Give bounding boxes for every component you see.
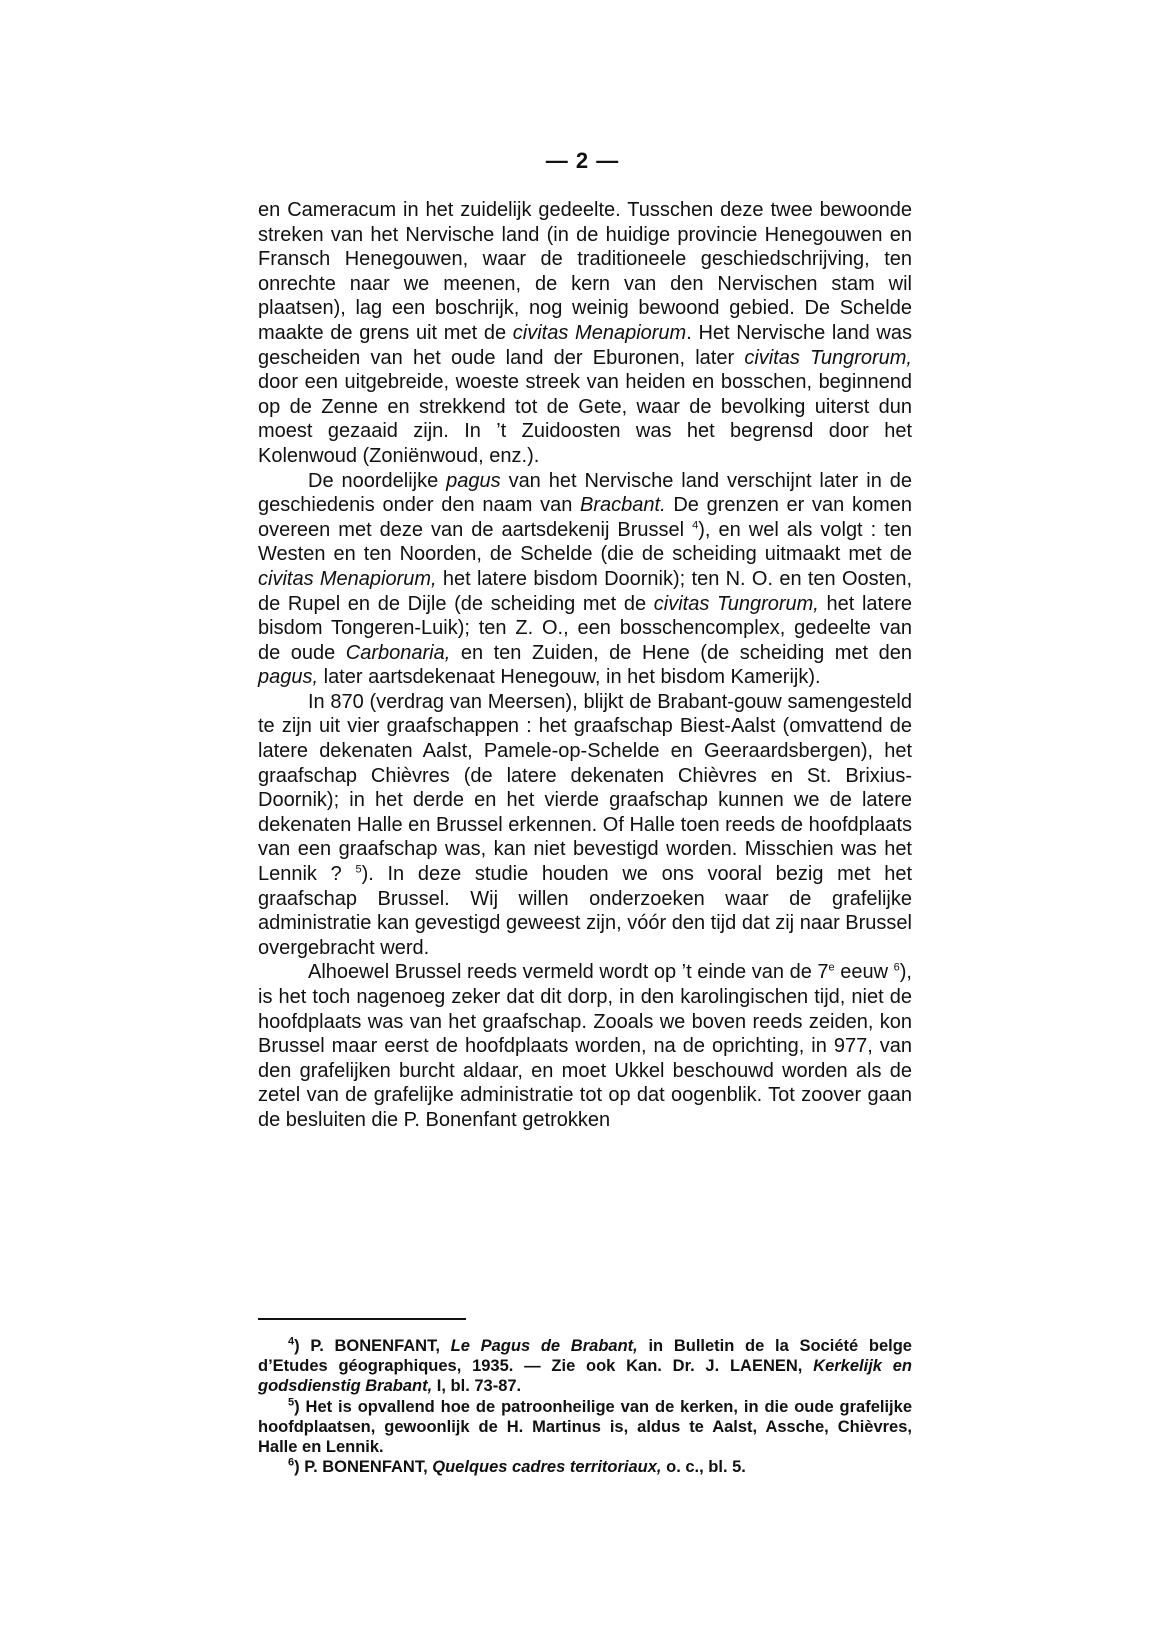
footnote [258,1457,912,1477]
text-run: In 870 (verdrag van Meersen), blijkt de Brabant-gouw samengesteld te zijn uit vier graafschappen : het graafschap Biest-Aalst (omvattend de latere dekenaten Aalst, Pamele-op-Schelde en Geeraardsbergen), het graafschap Chièvres (de latere dekenaten Chièvres en St. Brixius-Doornik); in het derde en het vierde graafschap kunnen we de latere dekenaten Halle en Brussel erkennen. Of Halle toen reeds de hoofdplaats van een graafschap was, kan niet bevestigd worden. Misschien was het Lennik ? [258,690,912,886]
italic-text: pagus, [258,666,319,689]
text-run: Alhoewel Brussel reeds vermeld wordt op ’t einde van de 7 [308,961,829,984]
footnotes [258,1336,912,1477]
footnote-marker: e [828,961,835,974]
footnote-marker: 5 [288,1396,295,1409]
text-run: later aartsdekenaat Henegouw, in het bisdom Kamerijk). [318,666,821,689]
italic-text: civitas Menapiorum [512,321,687,344]
text-run: I, bl. 73-87. [432,1377,522,1396]
italic-text: Quelques cadres territoriaux, [432,1458,662,1477]
text-run: en ten Zuiden, de Hene (de scheiding met den [450,641,912,664]
italic-text: civitas Menapiorum, [258,567,437,590]
italic-text: Kerkelijk en godsdienstig Brabant, [258,1357,912,1396]
text-run: ), en wel als volgt : ten Westen en ten Noorden, de Schelde (die de scheiding uitmaakt met de [258,518,913,566]
text-run: het latere bisdom Doornik); ten N. O. en ten Oosten, de Rupel en de Dijle (de scheiding met de [258,567,913,615]
italic-text: civitas Tungrorum, [653,592,819,615]
text-run: van het Nervische land verschijnt later in de geschiedenis onder den naam van [258,469,912,517]
body-text [258,198,912,1133]
footnote [258,1397,912,1458]
paragraph [258,198,912,469]
footnote-marker: 6 [893,961,900,974]
footnote-divider [258,1318,466,1320]
italic-text: Bracbant. [580,494,666,517]
text-run: en Cameracum in het zuidelijk gedeelte. Tusschen deze twee bewoonde streken van het Nervische land (in de huidige provincie Henegouwen en Fransch Henegouwen, waar de traditioneele geschiedschrijving, ten onrechte naar we meenen, de kern van den Nervischen stam wil plaatsen), lag een boschrijk, nog weinig bewoond gebied. De Schelde maakte de grens uit met de [258,199,912,344]
text-run: ) Het is opvallend hoe de patroonheilige van de kerken, in die oude grafelijke hoofdplaatsen, gewoonlijk de H. Martinus is, aldus te Aalst, Assche, Chièvres, Halle en Lennik. [258,1397,912,1457]
text-run: De noordelijke [308,469,447,492]
paragraph [258,469,912,690]
text-run: ). In deze studie houden we ons vooral bezig met het graafschap Brussel. Wij willen onderzoeken waar de grafelijke administratie kan gevestigd geweest zijn, vóór den tijd dat zij naar Brussel overgebracht werd. [258,863,913,959]
text-run: door een uitgebreide, woeste streek van heiden en bosschen, beginnend op de Zenne en strekkend tot de Gete, waar de bevolking uiterst dun moest gezaaid zijn. In ’t Zuidoosten was het begrensd door het Kolenwoud (Zoniënwoud, enz.). [258,371,912,467]
footnote-marker: 4 [692,519,699,532]
text-run: . Het Nervische land was gescheiden van het oude land der Eburonen, later [258,321,912,369]
footnote-marker: 6 [288,1456,295,1469]
footnote-marker: 4 [288,1335,295,1348]
italic-text: civitas Tungrorum, [744,346,912,369]
text-run: eeuw [834,961,894,984]
italic-text: Carbonaria, [345,641,451,664]
paragraph [258,690,912,961]
text-run: ), is het toch nagenoeg zeker dat dit dorp, in den karolingischen tijd, niet de hoofdplaats was van het graafschap. Zooals we boven reeds zeiden, kon Brussel maar eerst de hoofdplaats worden, na de oprichting, in 977, van den grafelijken burcht aldaar, en moet Ukkel beschouwd worden als de zetel van de grafelijke administratie tot op dat oogenblik. Tot zoover gaan de besluiten die P. Bonenfant getrokken [258,961,912,1131]
text-run: ) P. BONENFANT, [294,1337,451,1355]
italic-text: Le Pagus de Brabant, [450,1337,638,1355]
text-run: ) P. BONENFANT, [294,1458,433,1477]
footnote [258,1336,912,1397]
text-run: het latere bisdom Tongeren-Luik); ten Z. O., een bosschencomplex, gedeelte van de oude [258,592,912,664]
footnote-marker: 5 [355,863,362,876]
text-run: De grenzen er van komen overeen met deze van de aartsdekenij Brussel [258,494,912,541]
text-run: in Bulletin de la Société belge d’Etudes géographiques, 1935. — Zie ook Kan. Dr. J. LAENEN, [258,1337,912,1376]
italic-text: pagus [446,469,501,492]
text-run: o. c., bl. 5. [661,1458,746,1477]
page-number: — 2 — [545,148,620,173]
paragraph [258,960,912,1132]
